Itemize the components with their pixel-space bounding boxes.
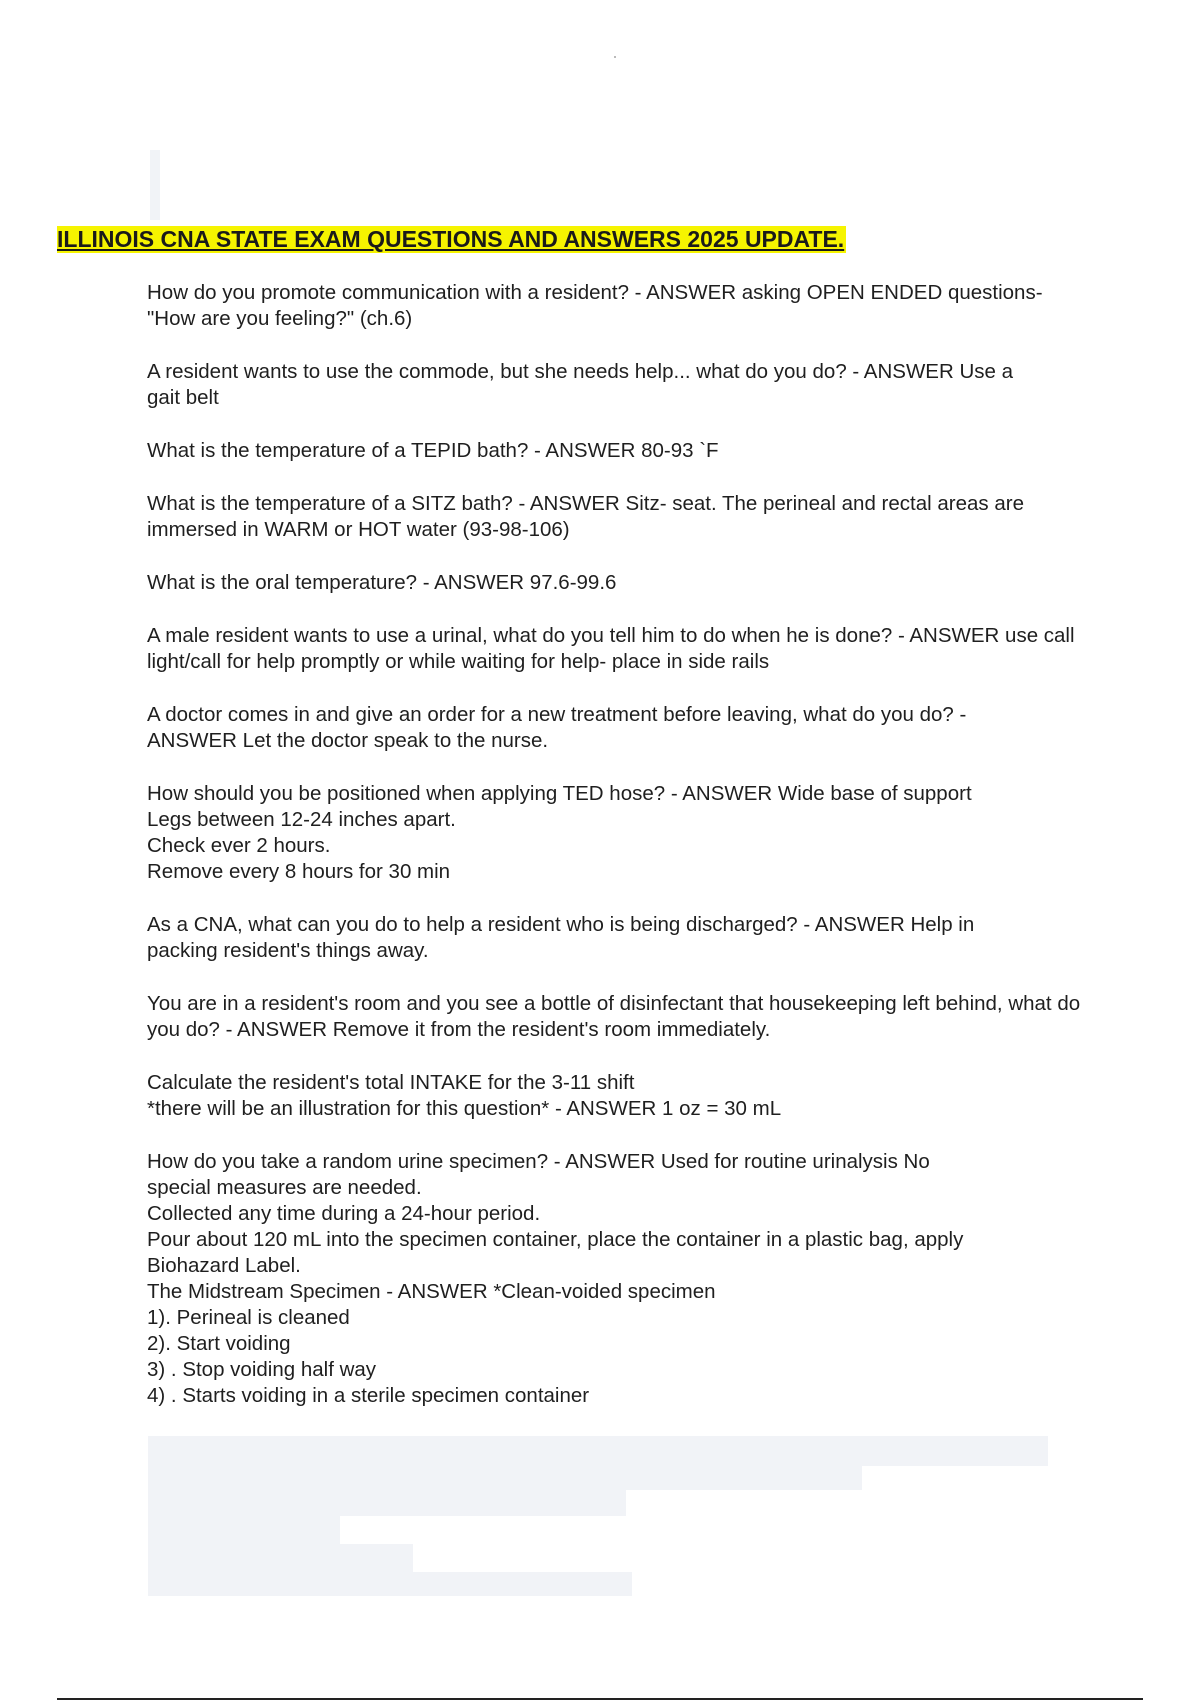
qa-item: What is the oral temperature? - ANSWER 97.6-99.6 — [147, 571, 617, 594]
qa-item: How do you take a random urine specimen? - ANSWER Used for routine urinalysis No special measures are needed. Collected any time during a 24-hour period. Pour about 120 mL into the specimen container, place the container in a plastic bag, apply Biohazard Label. The Midstream Specimen - ANSWER *Clean-voided specimen 1). Perineal is cleaned 2). Start voiding 3) . Stop voiding half way 4) . Starts voiding in a sterile specimen container — [147, 1150, 964, 1407]
qa-item: A resident wants to use the commode, but she needs help... what do you do? - ANSWER Use a gait belt — [147, 360, 1014, 409]
redacted-block — [148, 1490, 626, 1516]
qa-item: A doctor comes in and give an order for a new treatment before leaving, what do you do? - ANSWER Let the doctor speak to the nurse. — [147, 703, 967, 752]
redacted-block — [148, 1516, 340, 1544]
redacted-block — [148, 1436, 1048, 1466]
qa-item: As a CNA, what can you do to help a resident who is being discharged? - ANSWER Help in packing resident's things away. — [147, 913, 975, 962]
qa-item: What is the temperature of a SITZ bath? - ANSWER Sitz- seat. The perineal and rectal areas are immersed in WARM or HOT water (93-98-106) — [147, 492, 1024, 541]
qa-list — [147, 280, 1157, 1409]
qa-item: How do you promote communication with a resident? - ANSWER asking OPEN ENDED questions- "How are you feeling?" (ch.6) — [147, 281, 1043, 330]
scan-artifact — [150, 150, 160, 220]
qa-item: You are in a resident's room and you see a bottle of disinfectant that housekeeping left behind, what do you do? - ANSWER Remove it from the resident's room immediately. — [147, 992, 1081, 1041]
document-title: ILLINOIS CNA STATE EXAM QUESTIONS AND ANSWERS 2025 UPDATE. — [57, 226, 845, 252]
qa-item: Calculate the resident's total INTAKE for the 3-11 shift *there will be an illustration for this question* - ANSWER 1 oz = 30 mL — [147, 1071, 782, 1120]
qa-item: How should you be positioned when applying TED hose? - ANSWER Wide base of support Legs between 12-24 inches apart. Check ever 2 hours. Remove every 8 hours for 30 min — [147, 782, 972, 883]
qa-item: What is the temperature of a TEPID bath? - ANSWER 80-93 `F — [147, 439, 719, 462]
redacted-block — [148, 1466, 862, 1490]
redacted-block — [148, 1572, 632, 1596]
qa-item: A male resident wants to use a urinal, what do you tell him to do when he is done? - ANSWER use call light/call for help promptly or while waiting for help- place in side rails — [147, 624, 1075, 673]
redacted-block — [148, 1544, 413, 1572]
scan-speck — [614, 56, 616, 58]
